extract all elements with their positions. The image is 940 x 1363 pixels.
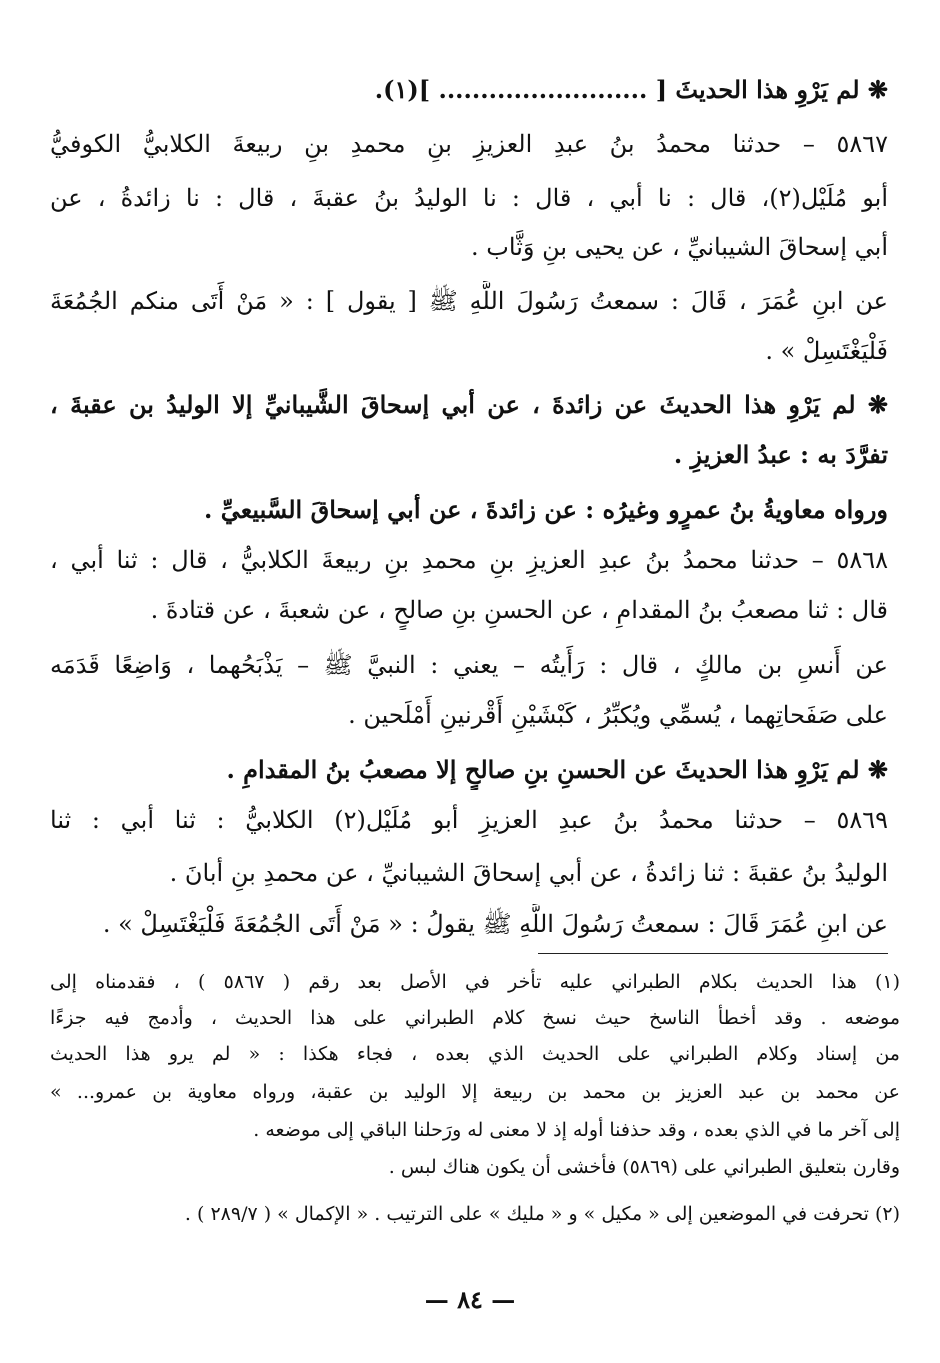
text-line: أبو مُلَيْل(٢)، قال : نا أبي ، قال : نا الوليدُ بنُ عقبةَ ، قال : نا زائدةُ ، عن — [50, 184, 888, 212]
comment-line: ❋ لم يَرْوِ هذا الحديثَ عن الحسنِ بنِ صالحٍ إلا مصعبُ بنُ المقدامِ . — [226, 755, 888, 784]
text-line: عن أَنسِ بن مالكٍ ، قال : رَأَيتُه – يعني : النبيَّ ﷺ – يَذْبَحُهما ، وَاضِعًا قَدَمَه — [50, 651, 888, 679]
footnote-line: عن محمد بن عبد العزيز بن محمد بن ربيعة إلا الوليد بن عقبة، ورواه معاوية بن عمرو... » — [50, 1081, 900, 1103]
page-number: — ٨٤ — — [424, 1285, 516, 1314]
footnote-line: من إسناد وكلام الطبراني على الحديث الذي بعده ، فجاء هكذا : « لم يرو هذا الحديث — [50, 1043, 900, 1065]
text-line: الوليدُ بنُ عقبةَ : ثنا زائدةُ ، عن أبي إسحاقَ الشيبانيِّ ، عن محمدِ بنِ أبانَ . — [169, 859, 888, 887]
comment-line: تفرَّدَ به : عبدُ العزيزِ . — [673, 440, 888, 469]
hadith-5869-line: ٥٨٦٩ – حدثنا محمدُ بنُ عبدِ العزيزِ أبو مُلَيْل(٢) الكلابيُّ : ثنا أبي : ثنا — [50, 806, 888, 834]
text-line: عن ابنِ عُمَرَ قَالَ : سمعتُ رَسُولَ اللَّهِ ﷺ يقولُ : « مَنْ أَتَى الجُمُعَةَ فَلْيَغْتَسِلْ » . — [102, 910, 888, 938]
text-line: عن ابنِ عُمَرَ ، قَالَ : سمعتُ رَسُولَ اللَّهِ ﷺ [ يقول ] : « مَنْ أَتَى منكم الجُمُعَةَ — [50, 287, 888, 315]
text-line: فَلْيَغْتَسِلْ » . — [765, 337, 888, 365]
comment-line: ❋ لم يَرْوِ هذا الحديثَ عن زائدةَ ، عن أبي إسحاقَ الشَّيبانيِّ إلا الوليدُ بن عقبةَ ، — [50, 390, 888, 419]
text-line: على صَفَحاتِهما ، يُسمِّي ويُكبِّرُ ، كَبْشَيْنِ أَقْرنينِ أَمْلَحين . — [348, 701, 888, 729]
text-line: قال : ثنا مصعبُ بنُ المقدامِ ، عن الحسنِ بنِ صالحٍ ، عن شعبةَ ، عن قتادةَ . — [150, 596, 888, 624]
hadith-5867-line: ٥٨٦٧ – حدثنا محمدُ بنُ عبدِ العزيزِ بنِ محمدِ بنِ ربيعةَ الكلابيُّ الكوفيُّ — [50, 130, 888, 158]
footnote-line: (٢) تحرفت في الموضعين إلى « مكيل » و « مليك » على الترتيب . « الإكمال » ( ٢٨٩/٧ ) . — [184, 1203, 900, 1225]
comment-line: ❋ لم يَرْوِ هذا الحديثَ [ ......................... ](١). — [374, 75, 888, 104]
comment-line: ورواه معاويةُ بنُ عمرٍو وغيرُه : عن زائدةَ ، عن أبي إسحاقَ السَّبيعيِّ . — [204, 495, 888, 524]
footnote-line: (١) هذا الحديث بكلام الطبراني عليه تأخر في الأصل بعد رقم ( ٥٨٦٧ ) ، فقدمناه إلى — [50, 971, 900, 993]
footnote-line: إلى آخر ما في الذي بعده ، وقد حذفنا أوله إذ لا معنى له ورَحلنا الباقي إلى موضعه . — [253, 1119, 900, 1141]
footnote-separator — [538, 953, 888, 954]
hadith-5868-line: ٥٨٦٨ – حدثنا محمدُ بنُ عبدِ العزيزِ بنِ محمدِ بنِ ربيعةَ الكلابيُّ ، قال : ثنا أبي ، — [50, 546, 888, 574]
footnote-line: وقارن بتعليق الطبراني على (٥٨٦٩) فأخشى أن يكون هناك لبس . — [388, 1156, 900, 1178]
footnote-line: موضعه . وقد أخطأ الناسخ حيث نسخ كلام الطبراني على هذا الحديث ، وأدمج فيه جزءًا — [50, 1007, 900, 1029]
text-line: أبي إسحاقَ الشيبانيِّ ، عن يحيى بنِ وَثَّاب . — [471, 233, 888, 261]
